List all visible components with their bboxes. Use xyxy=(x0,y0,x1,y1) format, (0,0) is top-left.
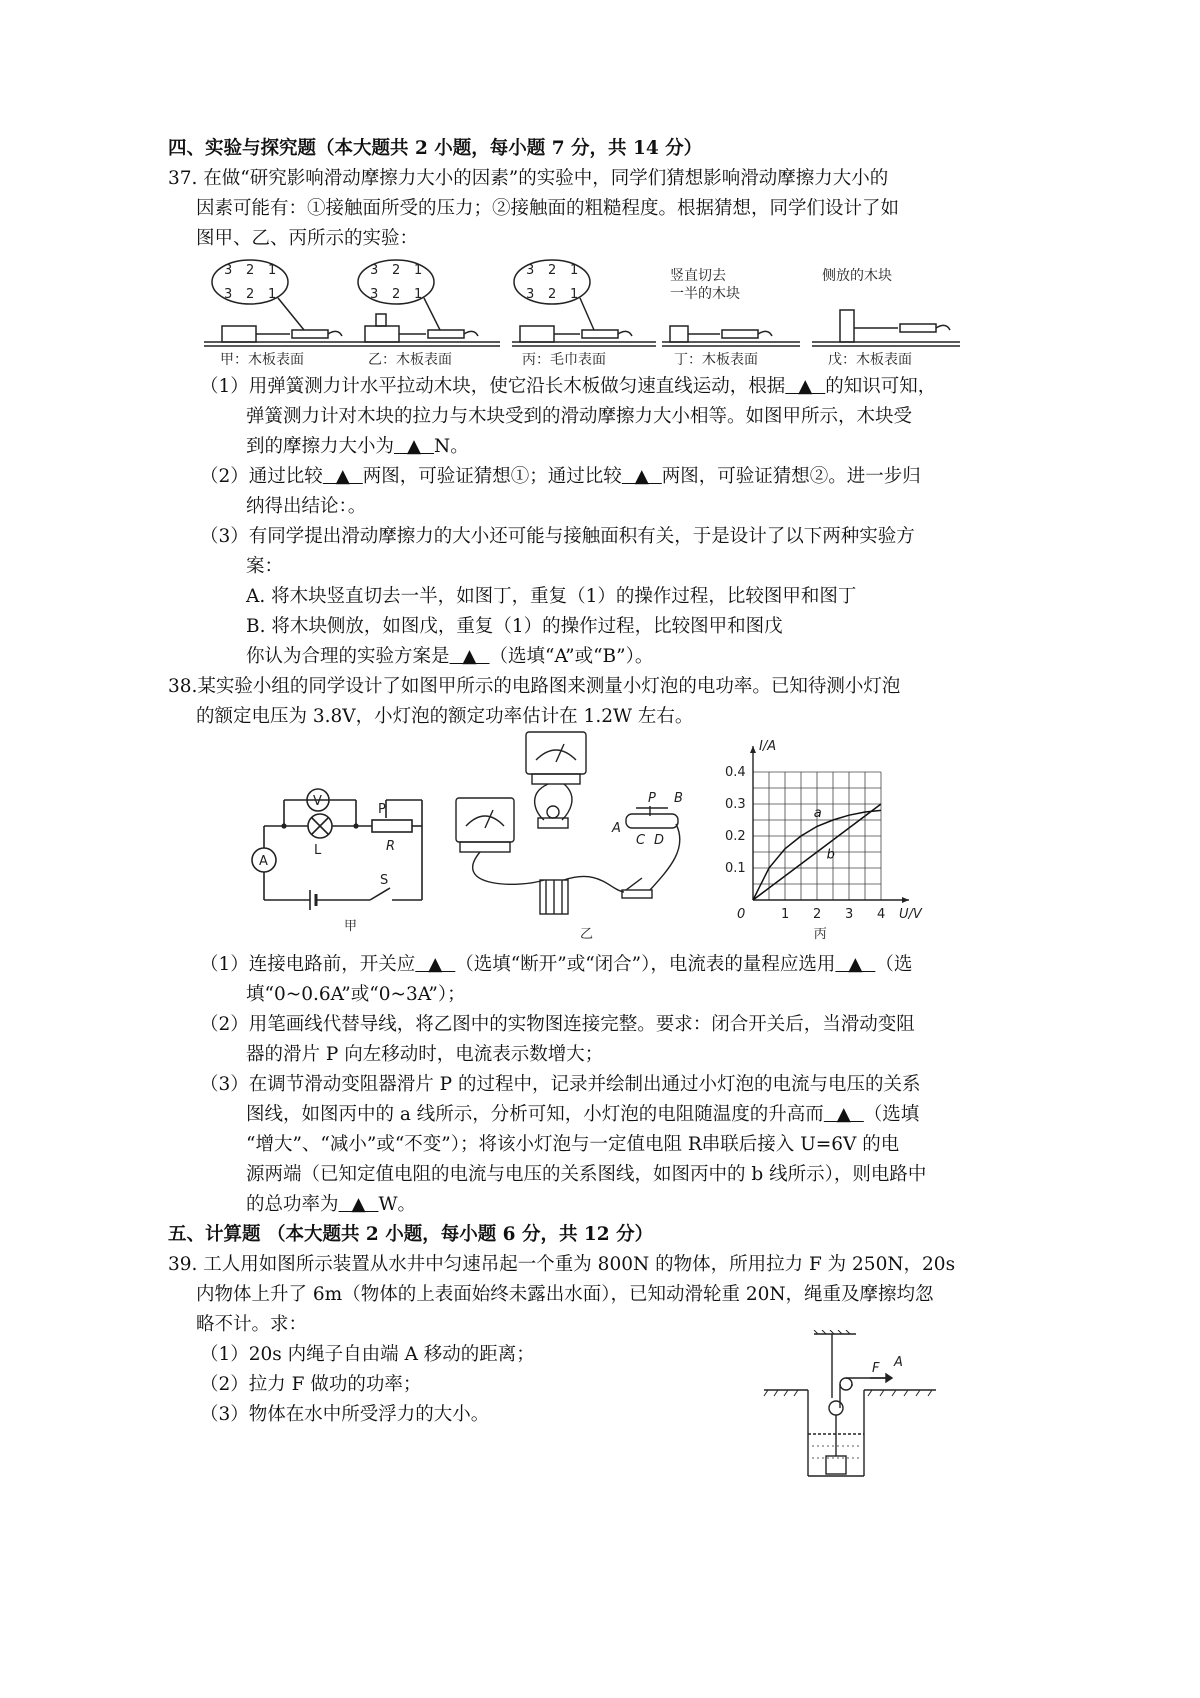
circuit-label-l: L xyxy=(314,843,322,858)
answer-blank: ▲ xyxy=(322,466,363,487)
q38-p3-line-4: 源两端（已知定值电阻的电流与电压的关系图线，如图丙中的 b 线所示），则电路中 xyxy=(246,1164,927,1185)
answer-blank: ▲ xyxy=(835,954,876,975)
circuit-label-a: A xyxy=(259,854,268,869)
y-axis-arrow xyxy=(750,746,756,753)
q39-item-1: （1）20s 内绳子自由端 A 移动的距离； xyxy=(200,1344,535,1365)
x-tick-label: 4 xyxy=(877,907,886,922)
q38-p3-line-5: 的总功率为 ▲ W。 xyxy=(246,1194,417,1215)
apparatus-label-a: A xyxy=(612,821,621,836)
gauge-tick: 2 xyxy=(392,287,401,302)
answer-blank: ▲ xyxy=(338,1194,379,1215)
gauge-tick: 1 xyxy=(570,263,579,278)
gauge-tick: 3 xyxy=(526,263,535,278)
q38-p3-line-1: （3）在调节滑动变阻器滑片 P 的过程中，记录并绘制出通过小灯泡的电流与电压的关系 xyxy=(200,1074,921,1095)
gauge-tick: 3 xyxy=(224,263,233,278)
y-axis-label: I/A xyxy=(759,739,777,754)
gauge-tick: 3 xyxy=(526,287,535,302)
caption-bing: 丙：毛巾表面 xyxy=(522,352,606,368)
apparatus-figure xyxy=(440,728,700,943)
q37-p3-answer: 你认为合理的实验方案是 ▲ （选填“A”或“B”）。 xyxy=(246,646,654,667)
answer-blank: ▲ xyxy=(449,646,490,667)
q37-p2-line-2: 纳得出结论：。 xyxy=(246,496,367,517)
circuit-label-p: P xyxy=(378,802,386,817)
gauge-tick: 3 xyxy=(370,263,379,278)
gauge-tick: 2 xyxy=(246,263,255,278)
friction-experiment-figure xyxy=(200,252,970,370)
q37-p3-line-1: （3）有同学提出滑动摩擦力的大小还可能与接触面积有关，于是设计了以下两种实验方 xyxy=(200,526,915,547)
iv-chart xyxy=(725,730,945,942)
note-ding-2: 一半的木块 xyxy=(670,286,740,302)
answer-blank: ▲ xyxy=(785,376,826,397)
y-tick-label: 0.3 xyxy=(725,797,746,812)
gauge-tick: 2 xyxy=(548,263,557,278)
q37-p2-line-1: （2）通过比较 ▲ 两图，可验证猜想①；通过比较 ▲ 两图，可验证猜想②。进一步归 xyxy=(200,466,921,487)
apparatus-label-b: B xyxy=(674,791,683,806)
caption-jia: 甲：木板表面 xyxy=(220,352,304,368)
x-tick-label: 3 xyxy=(845,907,854,922)
section4-title: 四、实验与探究题（本大题共 2 小题，每小题 7 分，共 14 分） xyxy=(168,138,703,159)
q38-line-2: 的额定电压为 3.8V，小灯泡的额定功率估计在 1.2W 左右。 xyxy=(196,706,694,727)
x-tick-label: 0 xyxy=(737,907,746,922)
q37-p1-line-2: 弹簧测力计对木块的拉力与木块受到的滑动摩擦力大小相等。如图甲所示，木块受 xyxy=(246,406,913,427)
q37-p1-line-3: 到的摩擦力大小为 ▲ N。 xyxy=(246,436,469,457)
gauge-tick: 3 xyxy=(224,287,233,302)
well-pulley-figure xyxy=(760,1330,940,1480)
circuit-label-v: V xyxy=(313,794,322,809)
x-tick-label: 1 xyxy=(781,907,790,922)
q37-line-3: 图甲、乙、丙所示的实验： xyxy=(196,228,419,249)
q38-p1-line-1: （1）连接电路前，开关应 ▲ （选填“断开”或“闭合”），电流表的量程应选用 ▲ （选 xyxy=(200,954,913,975)
x-axis-label: U/V xyxy=(899,907,922,922)
circuit-diagram xyxy=(240,760,440,940)
q38-line-1: 38.某实验小组的同学设计了如图甲所示的电路图来测量小灯泡的电功率。已知待测小灯泡 xyxy=(168,676,901,697)
q39-line-2: 内物体上升了 6m（物体的上表面始终未露出水面），已知动滑轮重 20N，绳重及摩擦均忽 xyxy=(196,1284,934,1305)
caption-ding: 丁：木板表面 xyxy=(674,352,758,368)
gauge-tick: 1 xyxy=(268,263,277,278)
gauge-tick: 1 xyxy=(414,287,423,302)
apparatus-label-d: D xyxy=(654,833,665,848)
caption-yi: 乙：木板表面 xyxy=(368,352,452,368)
chart-caption: 丙 xyxy=(813,927,827,942)
q39-line-1: 39. 工人用如图所示装置从水井中匀速吊起一个重为 800N 的物体，所用拉力 F 为 250N，20s xyxy=(168,1254,956,1275)
x-axis-arrow xyxy=(902,897,909,903)
q37-p3-line-2: 案： xyxy=(246,556,284,577)
apparatus-caption: 乙 xyxy=(580,927,594,942)
q38-p3-line-3: “增大”、“减小”或“不变”）；将该小灯泡与一定值电阻 R串联后接入 U=6V 的电 xyxy=(246,1134,900,1155)
q39-item-2: （2）拉力 F 做功的功率； xyxy=(200,1374,422,1395)
y-tick-label: 0.4 xyxy=(725,765,746,780)
q38-p2-line-2: 器的滑片 P 向左移动时，电流表示数增大； xyxy=(246,1044,604,1065)
q37-option-a: A. 将木块竖直切去一半，如图丁，重复（1）的操作过程，比较图甲和图丁 xyxy=(246,586,857,607)
section5-title: 五、计算题 （本大题共 2 小题，每小题 6 分，共 12 分） xyxy=(168,1224,654,1245)
circuit-label-s: S xyxy=(380,873,389,888)
note-ding-1: 竖直切去 xyxy=(670,268,726,284)
series-a-label: a xyxy=(813,805,822,821)
circuit-caption: 甲 xyxy=(344,919,358,934)
note-wu: 侧放的木块 xyxy=(822,268,892,284)
answer-blank: ▲ xyxy=(621,466,662,487)
y-tick-label: 0.2 xyxy=(725,829,746,844)
gauge-tick: 2 xyxy=(246,287,255,302)
q37-line-1: 37. 在做“研究影响滑动摩擦力大小的因素”的实验中，同学们猜想影响滑动摩擦力大小的 xyxy=(168,168,889,189)
gauge-tick: 1 xyxy=(570,287,579,302)
q37-line-2: 因素可能有：①接触面所受的压力；②接触面的粗糙程度。根据猜想，同学们设计了如 xyxy=(196,198,900,219)
q37-option-b: B. 将木块侧放，如图戊，重复（1）的操作过程，比较图甲和图戊 xyxy=(246,616,783,637)
q38-p1-line-2: 填“0~0.6A”或“0~3A”）； xyxy=(246,984,466,1005)
gauge-tick: 1 xyxy=(268,287,277,302)
caption-wu: 戊：木板表面 xyxy=(828,352,912,368)
pulley-label-f: F xyxy=(872,1361,880,1376)
gauge-tick: 3 xyxy=(370,287,379,302)
q38-p2-line-1: （2）用笔画线代替导线，将乙图中的实物图连接完整。要求：闭合开关后，当滑动变阻 xyxy=(200,1014,915,1035)
q39-item-3: （3）物体在水中所受浮力的大小。 xyxy=(200,1404,490,1425)
q37-p1-line-1: （1）用弹簧测力计水平拉动木块，使它沿长木板做匀速直线运动，根据 ▲ 的知识可知， xyxy=(200,376,937,397)
y-tick-label: 0.1 xyxy=(725,861,746,876)
series-b-label: b xyxy=(826,847,835,863)
x-tick-label: 2 xyxy=(813,907,822,922)
gauge-tick: 2 xyxy=(392,263,401,278)
answer-blank: ▲ xyxy=(823,1104,864,1125)
gauge-tick: 1 xyxy=(414,263,423,278)
q38-p3-line-2: 图线，如图丙中的 a 线所示，分析可知，小灯泡的电阻随温度的升高而 ▲ （选填 xyxy=(246,1104,920,1125)
circuit-label-r: R xyxy=(386,839,396,854)
answer-blank: ▲ xyxy=(415,954,456,975)
apparatus-label-p: P xyxy=(648,791,656,806)
q39-line-3: 略不计。求： xyxy=(196,1314,308,1335)
gauge-tick: 2 xyxy=(548,287,557,302)
apparatus-label-c: C xyxy=(636,833,646,848)
pulley-label-a: A xyxy=(894,1355,903,1370)
answer-blank: ▲ xyxy=(394,436,435,457)
